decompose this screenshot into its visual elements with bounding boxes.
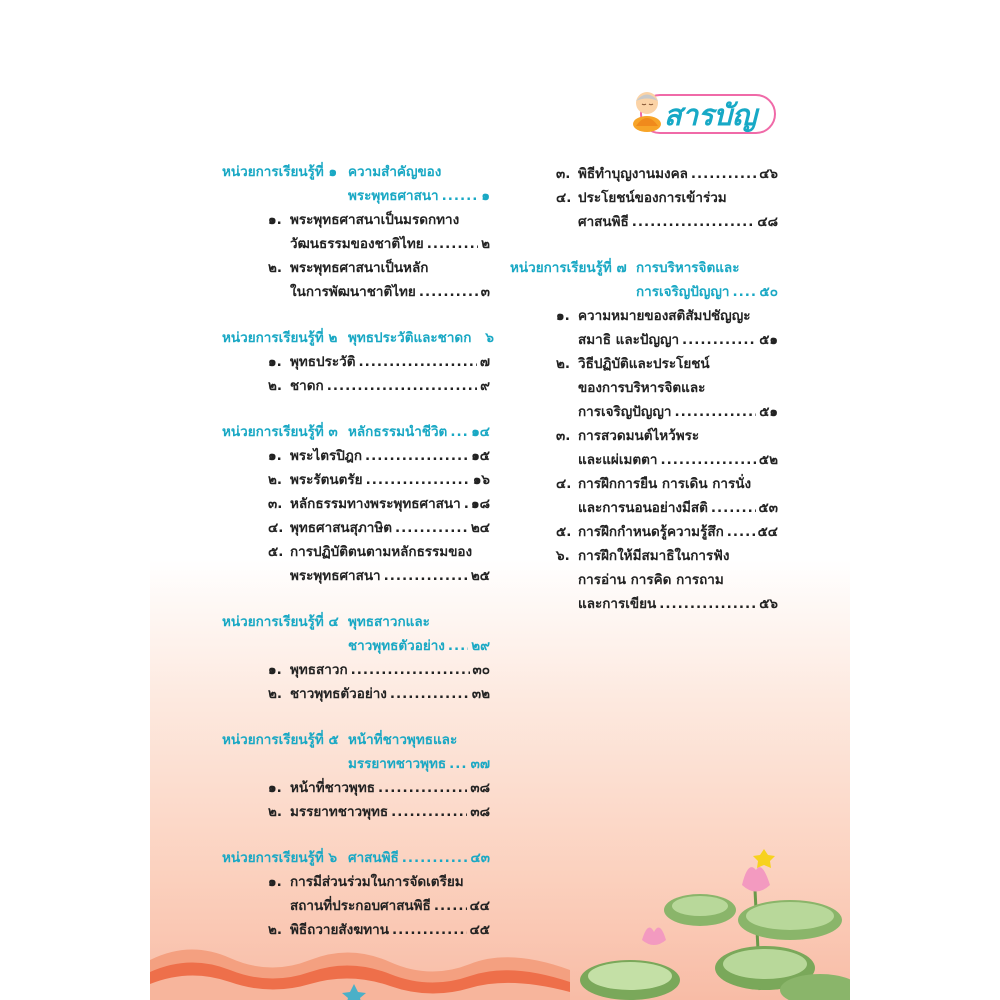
- leader-dots: [450, 420, 468, 444]
- entry-title: พุทธสาวก: [290, 662, 348, 678]
- entry-title: หน้าที่ชาวพุทธ: [290, 780, 375, 796]
- leader-dots: [727, 520, 755, 544]
- toc-item-line[interactable]: [510, 210, 778, 234]
- page-number: ๔๓: [470, 850, 490, 866]
- item-number: ๑.: [268, 874, 282, 890]
- page-number: ๒: [481, 236, 490, 252]
- entry-title: การมีส่วนร่วมในการจัดเตรียม: [290, 874, 464, 890]
- toc-heading-line[interactable]: [222, 420, 490, 444]
- entry-title: การอ่าน การคิด การถาม: [578, 572, 724, 588]
- leader-dots: [395, 516, 468, 540]
- entry-title: ชาวพุทธตัวอย่าง: [348, 638, 445, 654]
- toc-heading-line[interactable]: [222, 326, 494, 350]
- toc-item-line[interactable]: [222, 208, 490, 232]
- page-number: ๓๐: [472, 662, 490, 678]
- page-number: ๕๓: [758, 500, 778, 516]
- toc-item-line[interactable]: [510, 544, 778, 568]
- unit-label: หน่วยการเรียนรู้ที่ ๖: [222, 850, 338, 866]
- leader-dots: [711, 496, 756, 520]
- toc-item-line[interactable]: [510, 328, 778, 352]
- entry-title: พระพุทธศาสนาเป็นหลัก: [290, 260, 429, 276]
- entry-title: พุทธประวัติและชาดก: [348, 330, 472, 346]
- toc-heading-line[interactable]: [222, 846, 490, 870]
- item-number: ๔.: [556, 476, 572, 492]
- toc-item-line[interactable]: [222, 516, 490, 540]
- entry-title: พระไตรปิฎก: [290, 448, 363, 464]
- lotus-decoration: [520, 840, 850, 1000]
- monk-icon: [628, 88, 666, 132]
- entry-title: พุทธสาวกและ: [348, 614, 430, 630]
- page-number: ๕๑: [759, 404, 778, 420]
- page-number: ๒๕: [470, 568, 490, 584]
- item-number: ๖.: [556, 548, 570, 564]
- item-number: ๒.: [556, 356, 571, 372]
- entry-title: พุทธศาสนสุภาษิต: [290, 520, 393, 536]
- item-number: ๕.: [268, 544, 284, 560]
- item-number: ๔.: [268, 520, 284, 536]
- leader-dots: [365, 444, 468, 468]
- page-number: ๑: [481, 188, 490, 204]
- unit-label: หน่วยการเรียนรู้ที่ ๕: [222, 732, 339, 748]
- toc-item-line[interactable]: [222, 776, 490, 800]
- unit-label: หน่วยการเรียนรู้ที่ ๓: [222, 424, 338, 440]
- entry-title: ชาดก: [290, 378, 324, 394]
- entry-title: มรรยาทชาวพุทธ: [290, 804, 389, 820]
- page-number: ๑๕: [471, 448, 490, 464]
- leader-dots: [674, 400, 756, 424]
- toc-item-line[interactable]: [222, 658, 490, 682]
- page-number: ๔๕: [469, 922, 490, 938]
- entry-title: ชาวพุทธตัวอย่าง: [290, 686, 387, 702]
- page-number: ๓๗: [470, 756, 490, 772]
- page-number: ๕๒: [758, 452, 778, 468]
- page-number: ๓๘: [470, 804, 490, 820]
- page-number: ๖: [485, 330, 494, 346]
- toc-column-right: [510, 162, 778, 616]
- item-number: ๒.: [268, 378, 283, 394]
- page-number: ๓๒: [471, 686, 490, 702]
- toc-item-line[interactable]: [510, 520, 778, 544]
- toc-item-line[interactable]: [222, 800, 490, 824]
- entry-title: หน้าที่ชาวพุทธและ: [348, 732, 458, 748]
- item-number: ๓.: [268, 496, 283, 512]
- item-number: ๑.: [268, 354, 282, 370]
- entry-title: วัฒนธรรมของชาติไทย: [290, 236, 424, 252]
- entry-title: การเจริญปัญญา: [636, 284, 730, 300]
- item-number: ๓.: [556, 428, 571, 444]
- toc-item-line[interactable]: [222, 232, 490, 256]
- entry-title: พุทธประวัติ: [290, 354, 356, 370]
- item-number: ๑.: [268, 448, 282, 464]
- item-number: ๒.: [268, 804, 283, 820]
- page-number: ๒๙: [471, 638, 490, 654]
- toc-item-line[interactable]: [510, 400, 778, 424]
- leader-dots: [732, 280, 756, 304]
- item-number: ๑.: [268, 212, 282, 228]
- leader-dots: [442, 184, 479, 208]
- entry-title: หลักธรรมทางพระพุทธศาสนา: [290, 496, 461, 512]
- toc-item-line[interactable]: [510, 568, 778, 592]
- entry-title: ในการพัฒนาชาติไทย: [290, 284, 416, 300]
- entry-title: การบริหารจิตและ: [636, 260, 740, 276]
- toc-item-line[interactable]: [222, 918, 490, 942]
- entry-title: พระพุทธศาสนาเป็นมรดกทาง: [290, 212, 460, 228]
- entry-title: และการเขียน: [578, 596, 657, 612]
- toc-item-line[interactable]: [222, 894, 490, 918]
- toc-item-line[interactable]: [222, 280, 490, 304]
- leader-dots: [659, 592, 756, 616]
- page-number: ๔๔: [469, 898, 490, 914]
- item-number: ๑.: [268, 780, 282, 796]
- leader-dots: [682, 328, 756, 352]
- item-number: ๒.: [268, 472, 283, 488]
- leader-dots: [390, 682, 469, 706]
- toc-item-line[interactable]: [222, 870, 490, 894]
- leader-dots: [358, 350, 476, 374]
- toc-item-line[interactable]: [510, 592, 778, 616]
- leader-dots: [392, 918, 467, 942]
- entry-title: การฝึกกำหนดรู้ความรู้สึก: [578, 524, 724, 540]
- entry-title: พระพุทธศาสนา: [348, 188, 439, 204]
- toc-item-line[interactable]: [510, 496, 778, 520]
- page-number: ๙: [480, 378, 490, 394]
- entry-title: วิธีปฏิบัติและประโยชน์: [578, 356, 710, 372]
- page-number: ๑๔: [471, 424, 490, 440]
- item-number: ๑.: [556, 308, 570, 324]
- page-title: สารบัญ: [664, 98, 757, 132]
- leader-dots: [434, 894, 467, 918]
- leader-dots: [351, 658, 470, 682]
- entry-title: พิธีทำบุญงานมงคล: [578, 166, 688, 182]
- entry-title: ประโยชน์ของการเข้าร่วม: [578, 190, 727, 206]
- entry-title: หลักธรรมนำชีวิต: [348, 424, 448, 440]
- leader-dots: [327, 374, 477, 398]
- item-number: ๓.: [556, 166, 571, 182]
- toc-item-line[interactable]: [222, 444, 490, 468]
- toc-item-line[interactable]: [222, 564, 490, 588]
- leader-dots: [384, 564, 468, 588]
- page-number: ๕๖: [759, 596, 778, 612]
- leader-dots: [419, 280, 478, 304]
- page-number: ๒๔: [470, 520, 490, 536]
- toc-item-line[interactable]: [222, 468, 490, 492]
- entry-title: และการนอนอย่างมีสติ: [578, 500, 708, 516]
- page-number: ๑๖: [472, 472, 490, 488]
- page-number: ๑๘: [471, 496, 490, 512]
- toc-item-line[interactable]: [510, 304, 778, 328]
- item-number: ๒.: [268, 922, 283, 938]
- toc-item-line[interactable]: [222, 540, 490, 564]
- leader-dots: [660, 448, 755, 472]
- wave-decoration: [150, 940, 570, 1000]
- toc-heading-line[interactable]: [222, 728, 490, 752]
- toc-item-line[interactable]: [510, 162, 778, 186]
- toc-heading-line[interactable]: [222, 634, 490, 658]
- entry-title: การเจริญปัญญา: [578, 404, 672, 420]
- entry-title: ความหมายของสติสัมปชัญญะ: [578, 308, 751, 324]
- item-number: ๔.: [556, 190, 572, 206]
- toc-heading-line[interactable]: [222, 752, 490, 776]
- toc-item-line[interactable]: [510, 424, 778, 448]
- entry-title: ของการบริหารจิตและ: [578, 380, 706, 396]
- toc-item-line[interactable]: [222, 682, 490, 706]
- toc-item-line[interactable]: [510, 352, 778, 376]
- leader-dots: [449, 752, 467, 776]
- toc-heading-line[interactable]: [510, 256, 778, 280]
- leader-dots: [391, 800, 467, 824]
- toc-item-line[interactable]: [222, 350, 490, 374]
- page-number: ๗: [479, 354, 490, 370]
- unit-label: หน่วยการเรียนรู้ที่ ๑: [222, 164, 338, 180]
- page-number: ๓๘: [470, 780, 490, 796]
- item-number: ๒.: [268, 260, 283, 276]
- page-number: ๕๐: [759, 284, 778, 300]
- toc-item-line[interactable]: [510, 376, 778, 400]
- leader-dots: [448, 634, 468, 658]
- leader-dots: [378, 776, 467, 800]
- page-number: ๕๔: [757, 524, 778, 540]
- entry-title: การฝึกการยืน การเดิน การนั่ง: [578, 476, 752, 492]
- page-number: ๓: [480, 284, 490, 300]
- page-number: ๔๘: [757, 214, 778, 230]
- toc-heading-line[interactable]: [222, 160, 490, 184]
- entry-title: พิธีถวายสังฆทาน: [290, 922, 389, 938]
- entry-title: การปฏิบัติตนตามหลักธรรมของ: [290, 544, 473, 560]
- entry-title: พระรัตนตรัย: [290, 472, 363, 488]
- item-number: ๒.: [268, 686, 283, 702]
- leader-dots: [464, 492, 468, 516]
- entry-title: มรรยาทชาวพุทธ: [348, 756, 447, 772]
- item-number: ๑.: [268, 662, 282, 678]
- leader-dots: [402, 846, 468, 870]
- toc-heading-line[interactable]: [222, 184, 490, 208]
- toc-item-line[interactable]: [510, 186, 778, 210]
- toc-item-line[interactable]: [222, 492, 490, 516]
- toc-item-line[interactable]: [222, 374, 490, 398]
- leader-dots: [632, 210, 755, 234]
- entry-title: ศาสนพิธี: [348, 850, 399, 866]
- entry-title: ความสำคัญของ: [348, 164, 442, 180]
- entry-title: สถานที่ประกอบศาสนพิธี: [290, 898, 431, 914]
- toc-heading-line[interactable]: [510, 280, 778, 304]
- entry-title: สมาธิ และปัญญา: [578, 332, 680, 348]
- toc-column-left: [222, 160, 494, 942]
- toc-item-line[interactable]: [510, 472, 778, 496]
- toc-item-line[interactable]: [222, 256, 490, 280]
- entry-title: การฝึกให้มีสมาธิในการฟัง: [578, 548, 730, 564]
- toc-item-line[interactable]: [510, 448, 778, 472]
- entry-title: ศาสนพิธี: [578, 214, 629, 230]
- page-number: ๕๑: [759, 332, 778, 348]
- leader-dots: [427, 232, 478, 256]
- unit-label: หน่วยการเรียนรู้ที่ ๔: [222, 614, 339, 630]
- entry-title: การสวดมนต์ไหว้พระ: [578, 428, 700, 444]
- page-number: ๔๖: [759, 166, 778, 182]
- leader-dots: [366, 468, 470, 492]
- toc-heading-line[interactable]: [222, 610, 490, 634]
- unit-label: หน่วยการเรียนรู้ที่ ๒: [222, 330, 338, 346]
- entry-title: และแผ่เมตตา: [578, 452, 658, 468]
- item-number: ๕.: [556, 524, 572, 540]
- unit-label: หน่วยการเรียนรู้ที่ ๗: [510, 260, 627, 276]
- leader-dots: [691, 162, 756, 186]
- entry-title: พระพุทธศาสนา: [290, 568, 381, 584]
